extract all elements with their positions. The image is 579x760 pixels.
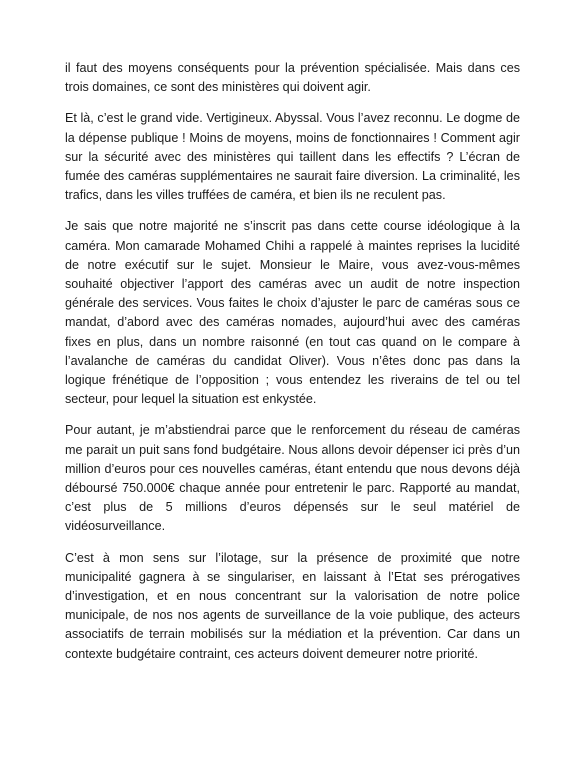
document-body <box>65 59 520 676</box>
paragraph-2: Et là, c’est le grand vide. Vertigineux. Abyssal. Vous l’avez reconnu. Le dogme de la dépense publique ! Moins de moyens, moins de fonctionnaires ! Comment agir sur la sécurité avec des ministères qui taillent dans les effectifs ? L’écran de fumée des caméras supplémentaires ne saurait faire diversion. La criminalité, les trafics, dans les villes truffées de caméra, et bien ils ne reculent pas. <box>65 111 520 203</box>
paragraph-3: Je sais que notre majorité ne s’inscrit pas dans cette course idéologique à la caméra. Mon camarade Mohamed Chihi a rappelé à maintes reprises la lucidité de notre exécutif sur le sujet. Monsieur le Maire, vous avez-vous-mêmes souhaité objectiver l’apport des caméras avec un audit de notre inspection générale des services. Vous faites le choix d’ajuster le parc de caméras sous ce mandat, d’abord avec des caméras nomades, aujourd’hui avec des caméras fixes en plus, dans un nombre raisonné (en tout cas quand on le compare à l’avalanche de caméras du candidat Oliver). Vous n’êtes donc pas dans la logique frénétique de l’opposition ; vous entendez les riverains de tel ou tel secteur, pour lequel la situation est enkystée. <box>65 219 520 407</box>
paragraph-5: C’est à mon sens sur l’ilotage, sur la présence de proximité que notre municipalité gagnera à se singulariser, en laissant à l’Etat ses prérogatives d’investigation, et en nous concentrant sur la valorisation de notre police municipale, de nos nos agents de surveillance de la voie publique, des acteurs associatifs de terrain mobilisés sur la médiation et la prévention. Car dans un contexte budgétaire contraint, ces acteurs doivent demeurer notre priorité. <box>65 550 520 661</box>
paragraph-1: il faut des moyens conséquents pour la prévention spécialisée. Mais dans ces trois domaines, ce sont des ministères qui doivent agir. <box>65 61 520 95</box>
paragraph-4: Pour autant, je m’abstiendrai parce que le renforcement du réseau de caméras me parait un puit sans fond budgétaire. Nous allons devoir dépenser ici près d’un million d’euros pour ces nouvelles caméras, étant entendu que nous devons déjà déboursé 750.000€ chaque année pour entretenir le parc. Rapporté au mandat, c’est plus de 5 millions d’euros dépensés sur le seul matériel de vidéosurveillance. <box>65 423 520 534</box>
